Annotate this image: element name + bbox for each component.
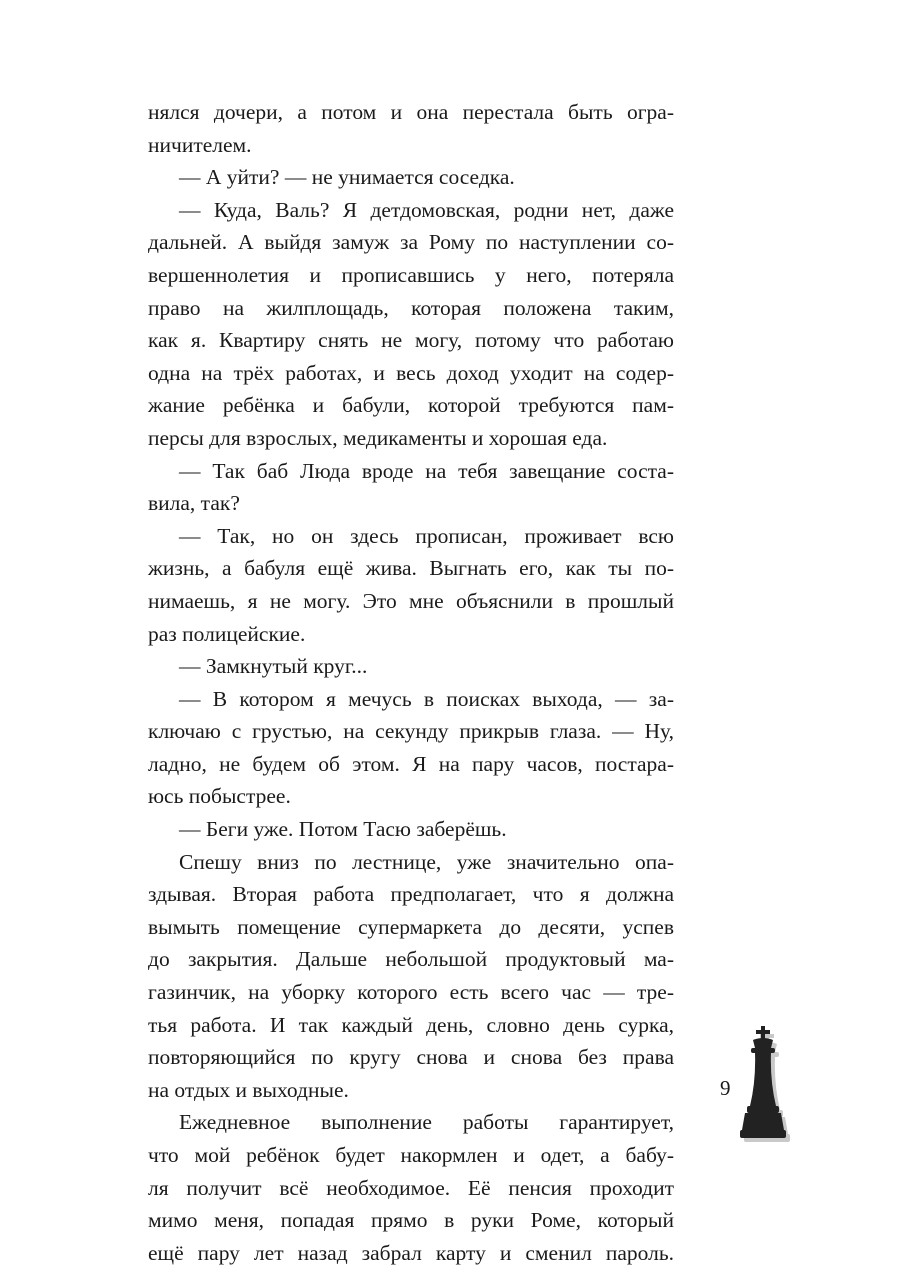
text-line: дальней. А выйдя замуж за Рому по наступлении со-: [148, 230, 674, 255]
text-line: — А уйти? — не унимается соседка.: [179, 165, 515, 190]
text-line: нимаешь, я не могу. Это мне объяснили в прошлый: [148, 588, 674, 613]
text-line: ничителем.: [148, 132, 252, 157]
text-line: юсь побыстрее.: [148, 784, 291, 809]
body-text: [148, 96, 674, 1269]
text-line: Ежедневное выполнение работы гарантирует,: [179, 1110, 674, 1135]
text-line: ладно, не будем об этом. Я на пару часов, постара-: [148, 751, 674, 776]
text-line: что мой ребёнок будет накормлен и одет, а бабу-: [148, 1143, 674, 1167]
text-line: ключаю с грустью, на секунду прикрыв глаза. — Ну,: [148, 719, 674, 744]
text-line: — Беги уже. Потом Тасю заберёшь.: [179, 817, 507, 842]
text-line: как я. Квартиру снять не могу, потому что работаю: [148, 328, 674, 353]
text-line: Спешу вниз по лестнице, уже значительно опа-: [179, 849, 674, 874]
text-line: жание ребёнка и бабули, которой требуются пам-: [148, 393, 674, 418]
text-line: — Так, но он здесь прописан, проживает всю: [179, 523, 674, 548]
text-line: вила, так?: [148, 491, 240, 516]
text-line: тья работа. И так каждый день, словно день сурка,: [148, 1012, 674, 1037]
text-line: вершеннолетия и прописавшись у него, потеряла: [148, 262, 674, 287]
text-line: персы для взрослых, медикаменты и хорошая еда.: [148, 425, 608, 450]
chess-king-icon: [738, 1026, 792, 1144]
text-line: ещё пару лет назад забрал карту и сменил пароль.: [148, 1240, 674, 1265]
text-line: здывая. Вторая работа предполагает, что я должна: [148, 882, 674, 907]
text-line: до закрытия. Дальше небольшой продуктовый ма-: [148, 947, 674, 972]
text-line: повторяющийся по кругу снова и снова без права: [148, 1045, 674, 1070]
text-line: ля получит всё необходимое. Её пенсия проходит: [148, 1175, 674, 1200]
text-line: — Куда, Валь? Я детдомовская, родни нет, даже: [179, 197, 674, 222]
text-line: — Замкнутый круг...: [179, 654, 368, 679]
text-line: на отдых и выходные.: [148, 1077, 349, 1102]
text-line: газинчик, на уборку которого есть всего час — тре-: [148, 980, 674, 1005]
page-number: 9: [720, 1076, 731, 1100]
text-line: — Так баб Люда вроде на тебя завещание соста-: [179, 458, 674, 483]
text-line: вымыть помещение супермаркета до десяти, успев: [148, 914, 674, 939]
text-line: жизнь, а бабуля ещё жива. Выгнать его, как ты по-: [148, 556, 674, 581]
text-line: мимо меня, попадая прямо в руки Роме, который: [148, 1208, 674, 1233]
text-line: — В котором я мечусь в поисках выхода, — за-: [179, 686, 674, 711]
text-line: право на жилплощадь, которая положена таким,: [148, 295, 674, 320]
text-line: нялся дочери, а потом и она перестала быть огра-: [148, 100, 674, 124]
text-line: раз полицейские.: [148, 621, 306, 646]
text-line: одна на трёх работах, и весь доход уходит на содер-: [148, 360, 674, 385]
